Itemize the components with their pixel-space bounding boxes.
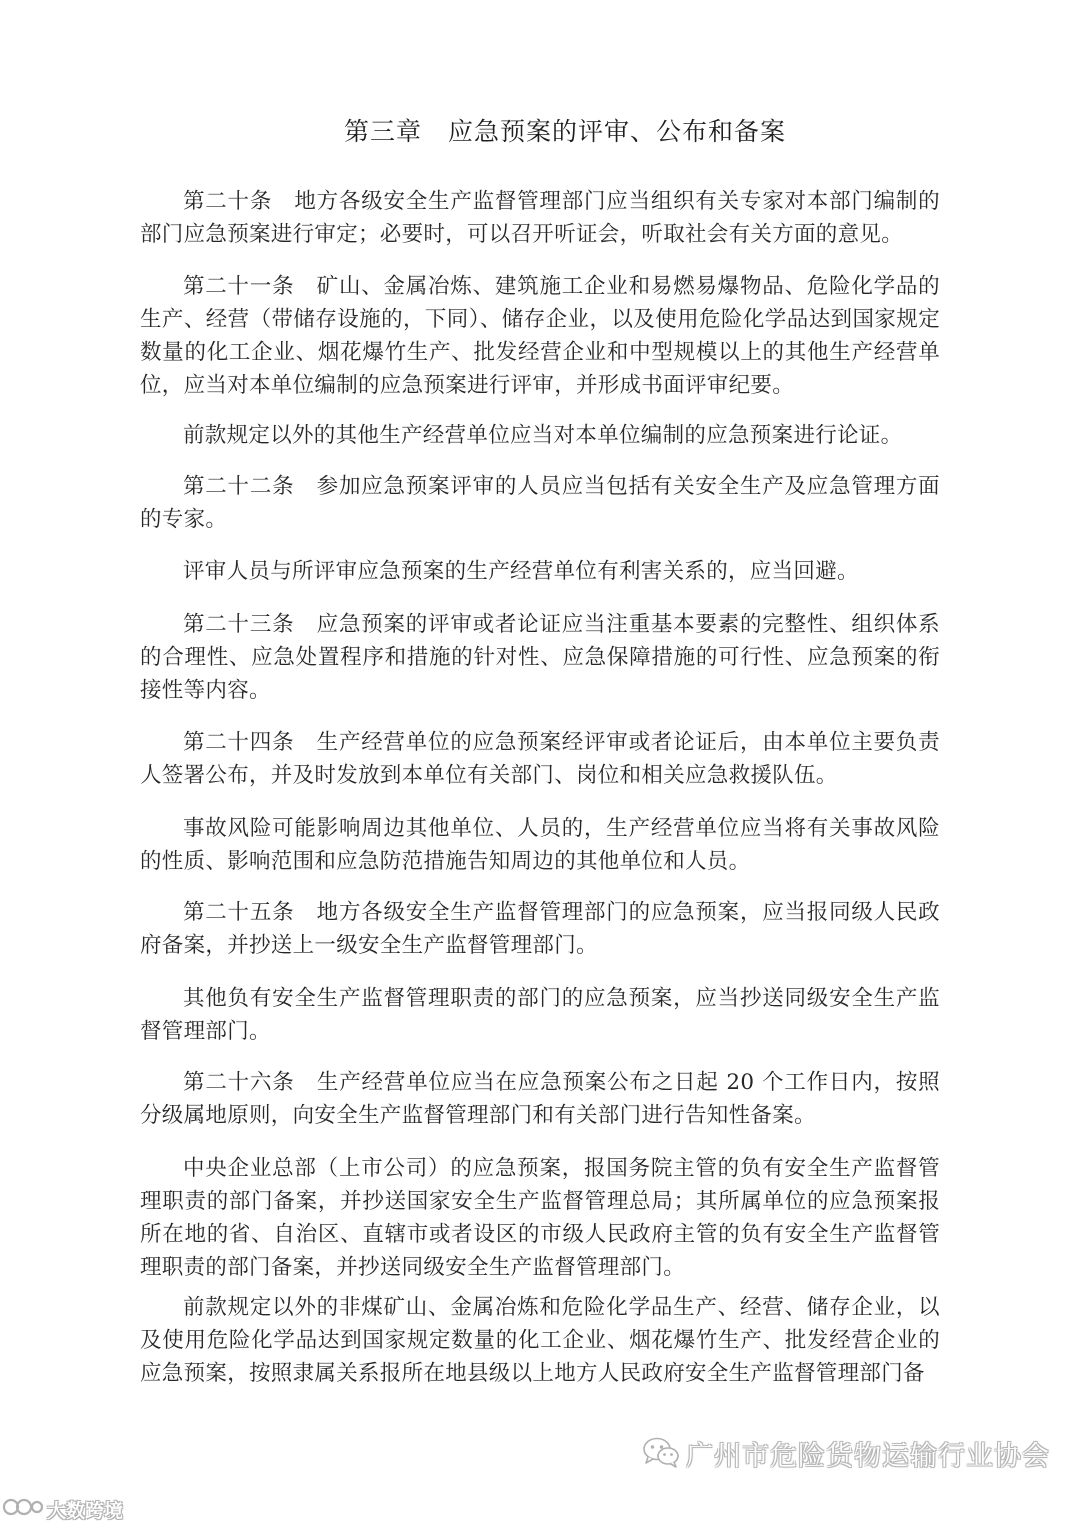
article-21: 第二十一条 矿山、金属冶炼、建筑施工企业和易燃易爆物品、危险化学品的生产、经营（带储存设施的，下同）、储存企业，以及使用危险化学品达到国家规定数量的化工企业、烟花爆竹生产、批发经营企业和中型规模以上的其他生产经营单位，应当对本单位编制的应急预案进行评审，并形成书面评审纪要。	[140, 274, 940, 398]
article-26: 第二十六条 生产经营单位应当在应急预案公布之日起 20 个工作日内，按照分级属地原则，向安全生产监督管理部门和有关部门进行告知性备案。	[140, 1070, 940, 1128]
article-26-clause-3: 前款规定以外的非煤矿山、金属冶炼和危险化学品生产、经营、储存企业，以及使用危险化学品达到国家规定数量的化工企业、烟花爆竹生产、批发经营企业的应急预案，按照隶属关系报所在地县级以上地方人民政府安全生产监督管理部门备	[140, 1295, 940, 1386]
watermark-brand-text: 大数跨境	[47, 1499, 124, 1522]
logo-icon	[2, 1494, 44, 1524]
watermark-association-text: 广州市危险货物运输行业协会	[686, 1441, 1050, 1472]
article-25: 第二十五条 地方各级安全生产监督管理部门的应急预案，应当报同级人民政府备案，并抄送上一级安全生产监督管理部门。	[140, 900, 940, 958]
article-25-clause-2: 其他负有安全生产监督管理职责的部门的应急预案，应当抄送同级安全生产监督管理部门。	[140, 986, 940, 1044]
watermark-brand	[2, 1494, 123, 1524]
article-26-clause-2: 中央企业总部（上市公司）的应急预案，报国务院主管的负有安全生产监督管理职责的部门备案，并抄送国家安全生产监督管理总局；其所属单位的应急预案报所在地的省、自治区、直辖市或者设区的市级人民政府主管的负有安全生产监督管理职责的部门备案，并抄送同级安全生产监督管理部门。	[140, 1156, 940, 1280]
article-23: 第二十三条 应急预案的评审或者论证应当注重基本要素的完整性、组织体系的合理性、应急处置程序和措施的针对性、应急保障措施的可行性、应急预案的衔接性等内容。	[140, 612, 940, 703]
article-22: 第二十二条 参加应急预案评审的人员应当包括有关安全生产及应急管理方面的专家。	[140, 474, 940, 532]
article-22-clause-2: 评审人员与所评审应急预案的生产经营单位有利害关系的，应当回避。	[183, 559, 859, 584]
watermark-association	[642, 1434, 1050, 1473]
article-24-clause-2: 事故风险可能影响周边其他单位、人员的，生产经营单位应当将有关事故风险的性质、影响范围和应急防范措施告知周边的其他单位和人员。	[140, 816, 940, 874]
article-24: 第二十四条 生产经营单位的应急预案经评审或者论证后，由本单位主要负责人签署公布，并及时发放到本单位有关部门、岗位和相关应急救援队伍。	[140, 730, 940, 788]
article-21-clause-2: 前款规定以外的其他生产经营单位应当对本单位编制的应急预案进行论证。	[183, 423, 903, 448]
chapter-title: 第三章 应急预案的评审、公布和备案	[343, 117, 786, 146]
wechat-icon	[642, 1436, 680, 1472]
article-20: 第二十条 地方各级安全生产监督管理部门应当组织有关专家对本部门编制的部门应急预案进行审定；必要时，可以召开听证会，听取社会有关方面的意见。	[140, 189, 940, 247]
